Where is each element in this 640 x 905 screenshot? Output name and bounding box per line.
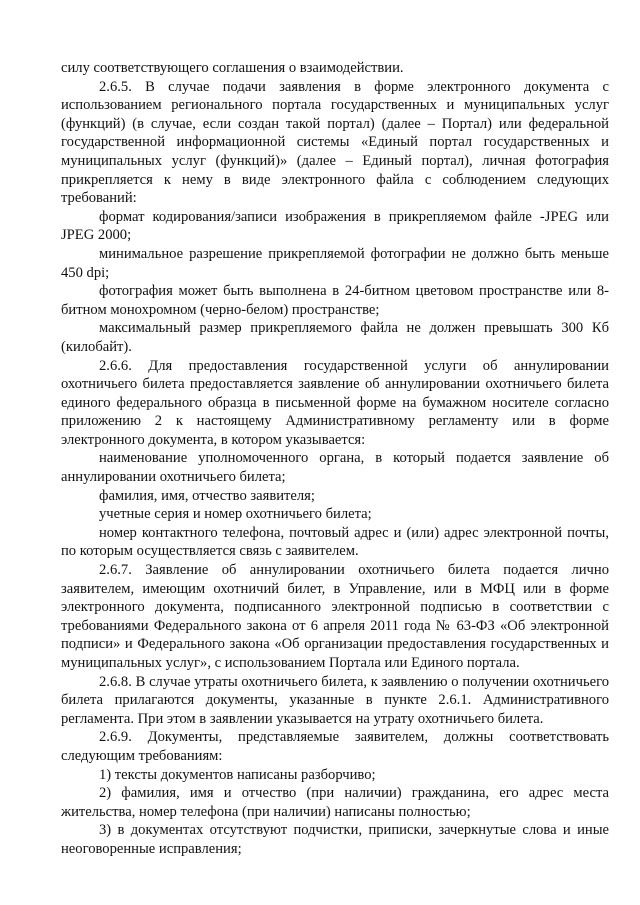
paragraph-authority-name: наименование уполномоченного органа, в который подается заявление об аннулировании охотничьего билета; <box>61 450 609 486</box>
paragraph-photo-color-space: фотография может быть выполнена в 24-битном цветовом пространстве или 8-битном монохромном (черно-белом) пространстве; <box>61 283 609 318</box>
paragraph-2-6-5: 2.6.5. В случае подачи заявления в форме электронного документа с использованием регионального портала государственных и муниципальных услуг (функций) (в случае, если создан такой портал) (далее – Портал) или федеральной государственной информационной системы «Единый портал государственных и муниципальных услуг (функций)» (далее – Единый портал), личная фотография прикрепляется к нему в виде электронного файла с соблюдением следующих требований: <box>61 78 609 207</box>
paragraph-ticket-series: учетные серия и номер охотничьего билета; <box>99 506 372 523</box>
paragraph-contact-info: номер контактного телефона, почтовый адрес и (или) адрес электронной почты, по которым осуществляется связь с заявителем. <box>61 524 609 560</box>
paragraph-2-6-7: 2.6.7. Заявление об аннулировании охотничьего билета подается лично заявителем, имеющим охотничий билет, в Управление, или в МФЦ или в форме электронного документа, подписанного электронной подписью в соответствии с требованиями Федерального закона от 6 апреля 2011 года № 63-ФЗ «Об электронной подписи» и Федерального закона «Об организации предоставления государственных и муниципальных услуг», с использованием Портала или Единого портала. <box>61 562 609 671</box>
list-item-2: 2) фамилия, имя и отчество (при наличии) гражданина, его адрес места жительства, номер телефона (при наличии) написаны полностью; <box>61 785 609 820</box>
paragraph-photo-format: формат кодирования/записи изображения в прикрепляемом файле -JPEG или JPEG 2000; <box>61 208 609 244</box>
paragraph-2-6-6: 2.6.6. Для предоставления государственной услуги об аннулировании охотничьего билета предоставляется заявление об аннулировании охотничьего билета единого федерального образца в письменной форме на бумажном носителе согласно приложению 2 к настоящему Административному регламенту или в форме электронного документа, в котором указывается: <box>61 357 609 448</box>
paragraph-2-6-8: 2.6.8. В случае утраты охотничьего билета, к заявлению о получении охотничьего билета прилагаются документы, указанные в пункте 2.6.1. Административного регламента. При этом в заявлении указывается на утрату охотничьего билета. <box>61 673 609 727</box>
paragraph-photo-resolution: минимальное разрешение прикрепляемой фотографии не должно быть меньше 450 dpi; <box>61 245 609 281</box>
paragraph-photo-max-size: максимальный размер прикрепляемого файла не должен превышать 300 Кб (килобайт). <box>61 320 609 355</box>
list-item-1: 1) тексты документов написаны разборчиво; <box>99 766 376 783</box>
paragraph-2-6-9: 2.6.9. Документы, представляемые заявителем, должны соответствовать следующим требованиям: <box>61 729 609 764</box>
paragraph-applicant-name: фамилия, имя, отчество заявителя; <box>99 487 315 504</box>
list-item-3: 3) в документах отсутствуют подчистки, приписки, зачеркнутые слова и иные неоговоренные исправления; <box>61 822 609 857</box>
paragraph-continuation: силу соответствующего соглашения о взаимодействии. <box>61 60 404 76</box>
